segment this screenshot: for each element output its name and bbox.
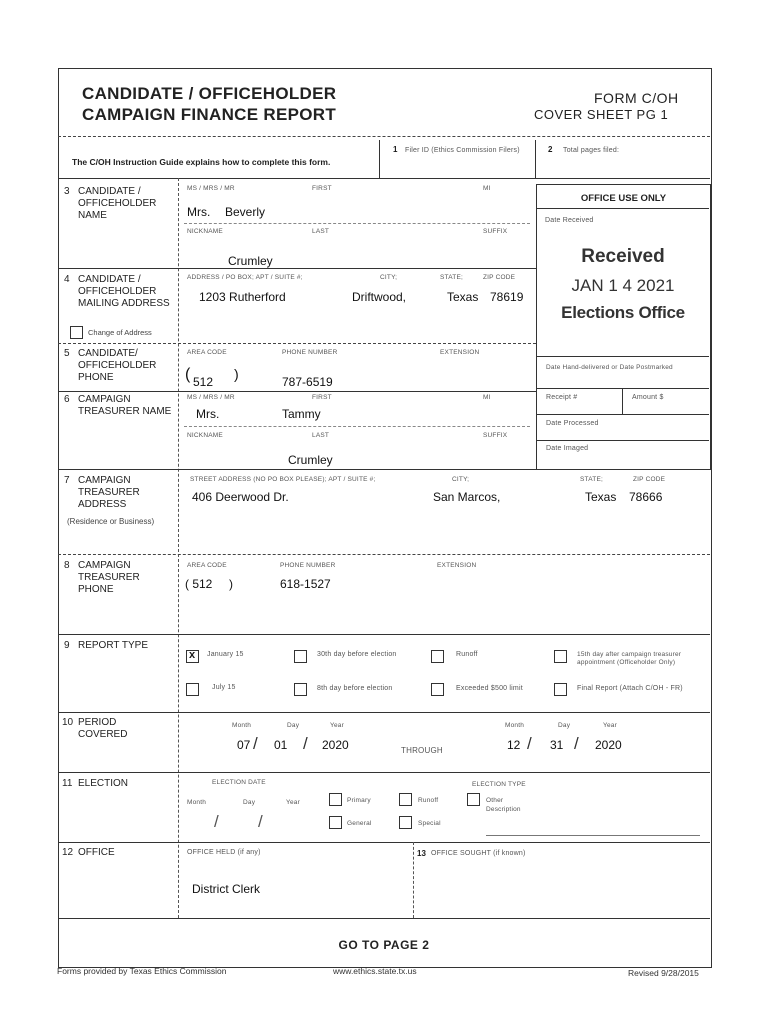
row-divider bbox=[58, 343, 536, 344]
s11-date-label: ELECTION DATE bbox=[212, 779, 266, 786]
s6-first-label: FIRST bbox=[312, 394, 332, 401]
report-july-label: July 15 bbox=[212, 684, 236, 691]
s6-prefix-value: Mrs. bbox=[196, 407, 220, 421]
instruction-text: The C/OH Instruction Guide explains how to complete this form. bbox=[72, 157, 331, 167]
report-30th-checkbox[interactable] bbox=[294, 650, 307, 663]
receipt-label: Receipt # bbox=[546, 394, 578, 401]
s8-area-value: ( 512 ) bbox=[185, 577, 234, 591]
election-general-checkbox[interactable] bbox=[329, 816, 342, 829]
row-divider bbox=[58, 554, 710, 555]
stamp-office: Elections Office bbox=[561, 303, 685, 322]
form-title-line1: CANDIDATE / OFFICEHOLDER bbox=[82, 84, 337, 103]
row-divider bbox=[58, 634, 710, 635]
footer-revised: Revised 9/28/2015 bbox=[628, 968, 699, 978]
date-slash: / bbox=[574, 734, 579, 753]
report-500-checkbox[interactable] bbox=[431, 683, 444, 696]
s8-label: CAMPAIGN TREASURER PHONE bbox=[78, 560, 140, 595]
s11-day-label: Day bbox=[243, 799, 256, 806]
s10-to-year: 2020 bbox=[595, 738, 622, 752]
s13-sought-label: OFFICE SOUGHT (if known) bbox=[431, 850, 526, 857]
paren-open: ( bbox=[185, 366, 191, 383]
s3-label: CANDIDATE / OFFICEHOLDER NAME bbox=[78, 186, 157, 221]
election-runoff-checkbox[interactable] bbox=[399, 793, 412, 806]
s3-nickname-label: NICKNAME bbox=[187, 228, 223, 235]
stamp-date: JAN 1 4 2021 bbox=[571, 276, 675, 295]
s10-to-day: 31 bbox=[550, 738, 564, 752]
dash-line bbox=[184, 223, 530, 224]
s6-last-value: Crumley bbox=[288, 453, 333, 467]
form-id-line2: COVER SHEET PG 1 bbox=[534, 107, 669, 122]
form-id-line1: FORM C/OH bbox=[594, 90, 679, 106]
s7-address-label: STREET ADDRESS (NO PO BOX PLEASE); APT / SUITE #; bbox=[190, 476, 376, 483]
go-to-page-2: GO TO PAGE 2 bbox=[338, 938, 430, 952]
box2-num: 2 bbox=[548, 145, 553, 154]
s11-year-label: Year bbox=[286, 799, 300, 806]
date-slash: / bbox=[527, 734, 532, 753]
row-divider bbox=[58, 469, 710, 470]
row-divider bbox=[58, 772, 710, 773]
s8-phone-label: PHONE NUMBER bbox=[280, 562, 336, 569]
s8-ext-label: EXTENSION bbox=[437, 562, 477, 569]
s9-label: REPORT TYPE bbox=[78, 640, 149, 651]
divider bbox=[537, 208, 709, 209]
s3-prefix-value: Mrs. bbox=[187, 205, 211, 219]
date-imaged-label: Date Imaged bbox=[546, 445, 589, 452]
s6-suffix-label: SUFFIX bbox=[483, 432, 508, 439]
row-divider bbox=[58, 391, 536, 392]
election-other-label: Other bbox=[486, 797, 504, 804]
s12-label: OFFICE bbox=[78, 847, 115, 858]
s10-to-month: 12 bbox=[507, 738, 521, 752]
s5-ext-label: EXTENSION bbox=[440, 349, 480, 356]
paren-close: ) bbox=[234, 366, 239, 382]
s10-num: 10 bbox=[62, 717, 74, 728]
s12-office-held-value: District Clerk bbox=[192, 882, 260, 896]
footer-website: www.ethics.state.tx.us bbox=[333, 966, 417, 976]
s3-first-value: Beverly bbox=[225, 205, 266, 219]
s4-city-value: Driftwood, bbox=[352, 290, 407, 304]
date-slash: / bbox=[303, 734, 308, 753]
divider bbox=[537, 356, 709, 357]
s5-phone-label: PHONE NUMBER bbox=[282, 349, 338, 356]
s7-city-value: San Marcos, bbox=[433, 490, 501, 504]
s4-label: CANDIDATE / OFFICEHOLDER MAILING ADDRESS bbox=[78, 274, 170, 309]
report-30th-label: 30th day before election bbox=[317, 651, 397, 658]
description-line bbox=[486, 835, 700, 836]
s7-city-label: CITY; bbox=[452, 476, 470, 483]
s7-state-value: Texas bbox=[585, 490, 617, 504]
s6-prefix-label: MS / MRS / MR bbox=[187, 394, 235, 401]
s4-state-value: Texas bbox=[447, 290, 479, 304]
s10-label: PERIOD COVERED bbox=[78, 717, 128, 740]
s3-last-label: LAST bbox=[312, 228, 330, 235]
election-description-label: Description bbox=[486, 806, 521, 813]
divider bbox=[537, 440, 709, 441]
s3-mi-label: MI bbox=[483, 185, 491, 192]
s8-area-label: AREA CODE bbox=[187, 562, 227, 569]
report-january-mark: x bbox=[189, 649, 196, 661]
report-runoff-label: Runoff bbox=[456, 651, 478, 658]
date-slash: / bbox=[258, 812, 263, 831]
s4-num: 4 bbox=[64, 274, 70, 285]
election-special-label: Special bbox=[418, 820, 441, 827]
row-divider bbox=[58, 268, 536, 269]
change-of-address-label: Change of Address bbox=[88, 328, 152, 337]
s5-phone-value: 787-6519 bbox=[282, 375, 333, 389]
office-use-box bbox=[536, 184, 711, 470]
s12-held-label: OFFICE HELD (if any) bbox=[187, 849, 261, 856]
report-8th-checkbox[interactable] bbox=[294, 683, 307, 696]
footer-provider: Forms provided by Texas Ethics Commission bbox=[57, 966, 227, 976]
change-of-address-checkbox[interactable] bbox=[70, 326, 83, 339]
s5-label: CANDIDATE/ OFFICEHOLDER PHONE bbox=[78, 348, 157, 383]
s12-num: 12 bbox=[62, 847, 74, 858]
s4-city-label: CITY; bbox=[380, 274, 398, 281]
form-title-line2: CAMPAIGN FINANCE REPORT bbox=[82, 105, 337, 124]
s7-zip-label: ZIP CODE bbox=[633, 476, 666, 483]
date-hand-label: Date Hand-delivered or Date Postmarked bbox=[546, 364, 673, 371]
s10-through: THROUGH bbox=[401, 746, 443, 755]
s7-zip-value: 78666 bbox=[629, 490, 663, 504]
divider bbox=[379, 140, 380, 178]
election-runoff-label: Runoff bbox=[418, 797, 439, 804]
divider bbox=[537, 388, 709, 389]
report-15th-checkbox[interactable] bbox=[554, 650, 567, 663]
report-final-label: Final Report (Attach C/OH - FR) bbox=[577, 685, 683, 692]
row-divider bbox=[58, 712, 710, 713]
s10-from-year: 2020 bbox=[322, 738, 349, 752]
s3-num: 3 bbox=[64, 186, 70, 197]
box1-num: 1 bbox=[393, 145, 398, 154]
s3-last-value: Crumley bbox=[228, 254, 273, 268]
dash-line bbox=[184, 426, 530, 427]
s7-label: CAMPAIGN TREASURER ADDRESS bbox=[78, 475, 140, 510]
s7-sub-label: (Residence or Business) bbox=[67, 517, 155, 526]
report-january-label: January 15 bbox=[207, 651, 244, 658]
s11-num: 11 bbox=[62, 778, 73, 789]
election-primary-checkbox[interactable] bbox=[329, 793, 342, 806]
s5-area-label: AREA CODE bbox=[187, 349, 227, 356]
divider bbox=[535, 140, 536, 178]
s10-to-year-label: Year bbox=[603, 722, 617, 729]
filer-id-label: Filer ID (Ethics Commission Filers) bbox=[405, 147, 520, 154]
s8-num: 8 bbox=[64, 560, 70, 571]
s10-from-month: 07 bbox=[237, 738, 251, 752]
row-divider bbox=[58, 918, 710, 919]
election-primary-label: Primary bbox=[347, 797, 371, 804]
s6-last-label: LAST bbox=[312, 432, 330, 439]
s6-num: 6 bbox=[64, 394, 70, 405]
report-500-label: Exceeded $500 limit bbox=[456, 685, 523, 692]
s6-nickname-label: NICKNAME bbox=[187, 432, 223, 439]
s10-to-month-label: Month bbox=[505, 722, 525, 729]
report-8th-label: 8th day before election bbox=[317, 685, 393, 692]
s3-prefix-label: MS / MRS / MR bbox=[187, 185, 235, 192]
s11-type-label: ELECTION TYPE bbox=[472, 781, 526, 788]
s6-mi-label: MI bbox=[483, 394, 491, 401]
s4-zip-label: ZIP CODE bbox=[483, 274, 516, 281]
office-use-title: OFFICE USE ONLY bbox=[580, 193, 667, 204]
s11-label: ELECTION bbox=[78, 778, 129, 789]
s7-address-value: 406 Deerwood Dr. bbox=[192, 490, 289, 504]
s4-state-label: STATE; bbox=[440, 274, 463, 281]
s13-num: 13 bbox=[417, 849, 426, 858]
s4-address-value: 1203 Rutherford bbox=[199, 290, 286, 304]
election-special-checkbox[interactable] bbox=[399, 816, 412, 829]
report-final-checkbox[interactable] bbox=[554, 683, 567, 696]
date-slash: / bbox=[214, 812, 219, 831]
s6-label: CAMPAIGN TREASURER NAME bbox=[78, 394, 172, 417]
s8-phone-value: 618-1527 bbox=[280, 577, 331, 591]
s3-suffix-label: SUFFIX bbox=[483, 228, 508, 235]
report-15th-label: 15th day after campaign treasurer appointment (Officeholder Only) bbox=[577, 651, 682, 666]
divider bbox=[537, 414, 709, 415]
s7-num: 7 bbox=[64, 475, 70, 486]
s10-from-month-label: Month bbox=[232, 722, 252, 729]
row-divider bbox=[58, 842, 710, 843]
row-divider bbox=[58, 178, 710, 179]
report-july-checkbox[interactable] bbox=[186, 683, 199, 696]
s4-zip-value: 78619 bbox=[490, 290, 524, 304]
date-received-label: Date Received bbox=[545, 217, 594, 224]
s5-area-value: 512 bbox=[193, 375, 214, 389]
total-pages-label: Total pages filed: bbox=[563, 147, 620, 154]
divider bbox=[413, 842, 414, 918]
s10-to-day-label: Day bbox=[558, 722, 571, 729]
header-divider bbox=[58, 136, 710, 137]
s11-month-label: Month bbox=[187, 799, 207, 806]
s3-first-label: FIRST bbox=[312, 185, 332, 192]
date-processed-label: Date Processed bbox=[546, 420, 599, 427]
s4-address-label: ADDRESS / PO BOX; APT / SUITE #; bbox=[187, 274, 303, 281]
s10-from-day-label: Day bbox=[287, 722, 300, 729]
s5-num: 5 bbox=[64, 348, 70, 359]
s6-first-value: Tammy bbox=[282, 407, 321, 421]
report-runoff-checkbox[interactable] bbox=[431, 650, 444, 663]
election-general-label: General bbox=[347, 820, 372, 827]
received-stamp: Received bbox=[581, 246, 665, 267]
date-slash: / bbox=[253, 734, 258, 753]
s9-num: 9 bbox=[64, 640, 70, 651]
label-column-divider bbox=[178, 178, 179, 918]
divider bbox=[622, 388, 623, 414]
s10-from-day: 01 bbox=[274, 738, 288, 752]
election-other-checkbox[interactable] bbox=[467, 793, 480, 806]
s7-state-label: STATE; bbox=[580, 476, 603, 483]
s10-from-year-label: Year bbox=[330, 722, 344, 729]
amount-label: Amount $ bbox=[632, 394, 664, 401]
